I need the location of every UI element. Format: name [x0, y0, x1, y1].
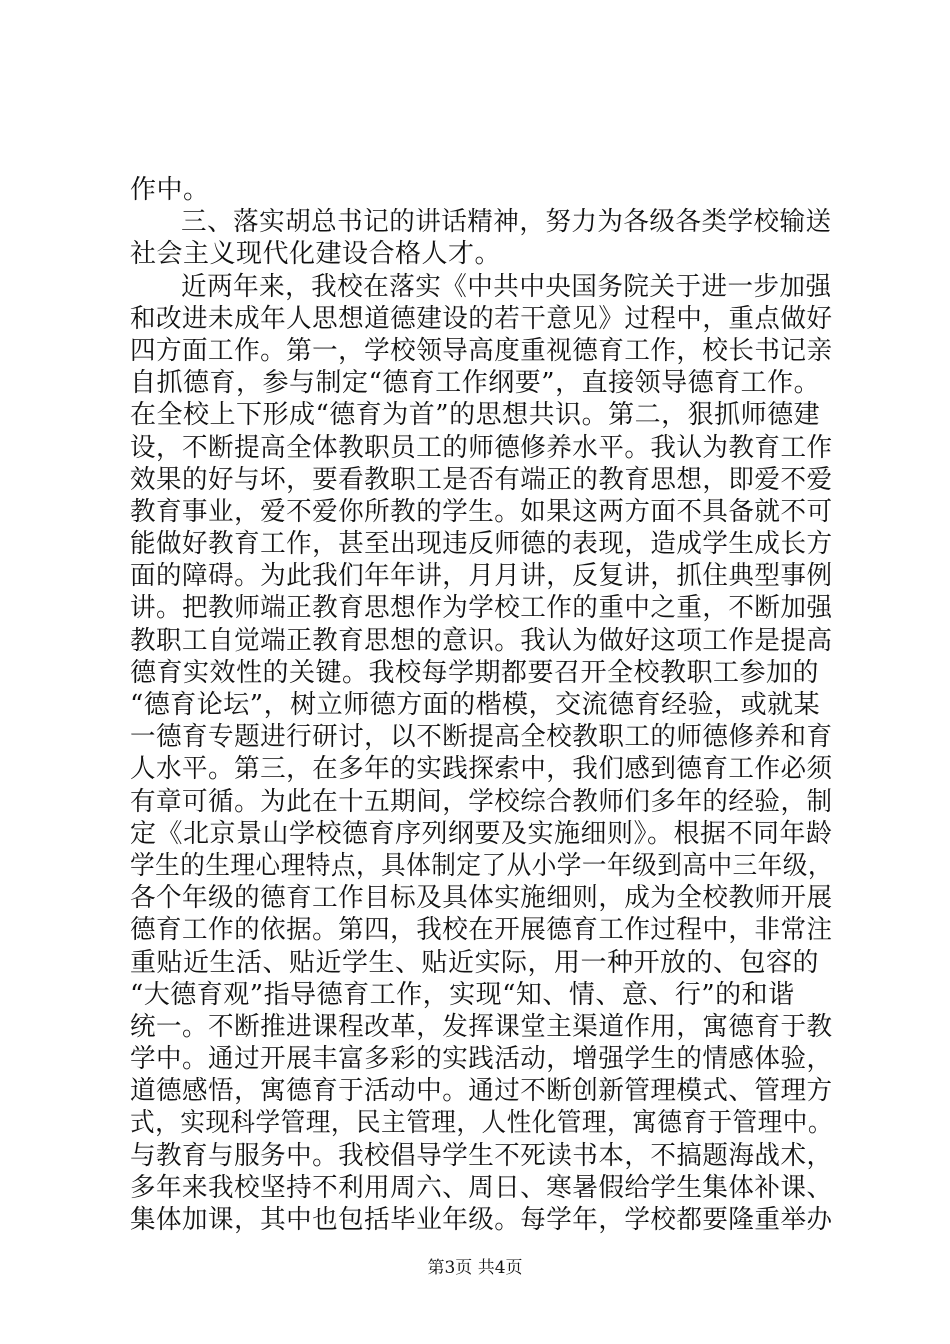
text-line: 教育事业，爱不爱你所教的学生。如果这两方面不具备就不可	[130, 496, 833, 527]
text-line: 讲。把教师端正教育思想作为学校工作的重中之重，不断加强	[130, 593, 833, 624]
text-line: 面的障碍。为此我们年年讲，月月讲，反复讲，抓住典型事例	[130, 561, 833, 592]
text-line: 一德育专题进行研讨，以不断提高全校教职工的师德修养和育	[130, 722, 833, 753]
text-line: 效果的好与坏，要看教职工是否有端正的教育思想，即爱不爱	[130, 464, 833, 495]
text-line: 定《北京景山学校德育序列纲要及实施细则》。根据不同年龄	[130, 818, 833, 849]
page-footer	[0, 1258, 950, 1278]
text-line: 式，实现科学管理，民主管理，人性化管理，寓德育于管理中。	[130, 1108, 833, 1139]
text-line: 学中。通过开展丰富多彩的实践活动，增强学生的情感体验，	[130, 1044, 833, 1075]
text-line: 各个年级的德育工作目标及具体实施细则，成为全校教师开展	[130, 883, 833, 914]
text-line: 四方面工作。第一，学校领导高度重视德育工作，校长书记亲	[130, 335, 833, 366]
text-line: 统一。不断推进课程改革，发挥课堂主渠道作用，寓德育于教	[130, 1011, 833, 1042]
text-line: 德育实效性的关键。我校每学期都要召开全校教职工参加的	[130, 657, 820, 688]
text-line: 重贴近生活、贴近学生、贴近实际，用一种开放的、包容的	[130, 947, 820, 978]
text-line: 社会主义现代化建设合格人才。	[130, 239, 502, 270]
text-line: 集体加课，其中也包括毕业年级。每学年，学校都要隆重举办	[130, 1205, 833, 1235]
text-line: 作中。	[130, 175, 210, 205]
text-line: 与教育与服务中。我校倡导学生不死读书本，不搞题海战术，	[130, 1140, 833, 1171]
text-line: 人水平。第三，在多年的实践探索中，我们感到德育工作必须	[130, 754, 833, 785]
text-line: 设，不断提高全体教职员工的师德修养水平。我认为教育工作	[130, 432, 833, 463]
text-line: 近两年来，我校在落实《中共中央国务院关于进一步加强	[181, 271, 832, 302]
text-line: 和改进未成年人思想道德建设的若干意见》过程中，重点做好	[130, 303, 833, 334]
page-number-label: 第3页 共4页	[427, 1258, 523, 1278]
text-line: 道德感悟，寓德育于活动中。通过不断创新管理模式、管理方	[130, 1076, 833, 1107]
text-line: 三、落实胡总书记的讲话精神，努力为各级各类学校输送	[181, 207, 832, 238]
text-line: “大德育观”指导德育工作，实现“知、情、意、行”的和谐	[130, 979, 795, 1010]
document-body	[130, 174, 833, 1236]
text-line: 自抓德育，参与制定“德育工作纲要”，直接领导德育工作。	[130, 368, 821, 399]
text-line: 学生的生理心理特点，具体制定了从小学一年级到高中三年级，	[130, 850, 833, 881]
text-line: 在全校上下形成“德育为首”的思想共识。第二，狠抓师德建	[130, 400, 821, 431]
text-line: 多年来我校坚持不利用周六、周日、寒暑假给学生集体补课、	[130, 1172, 833, 1203]
text-line: 有章可循。为此在十五期间，学校综合教师们多年的经验，制	[130, 786, 833, 817]
text-line: “德育论坛”，树立师德方面的楷模，交流德育经验，或就某	[130, 690, 821, 720]
text-line: 德育工作的依据。第四，我校在开展德育工作过程中，非常注	[130, 915, 833, 946]
text-line: 教职工自觉端正教育思想的意识。我认为做好这项工作是提高	[130, 625, 833, 656]
text-line: 能做好教育工作，甚至出现违反师德的表现，造成学生成长方	[130, 529, 833, 560]
